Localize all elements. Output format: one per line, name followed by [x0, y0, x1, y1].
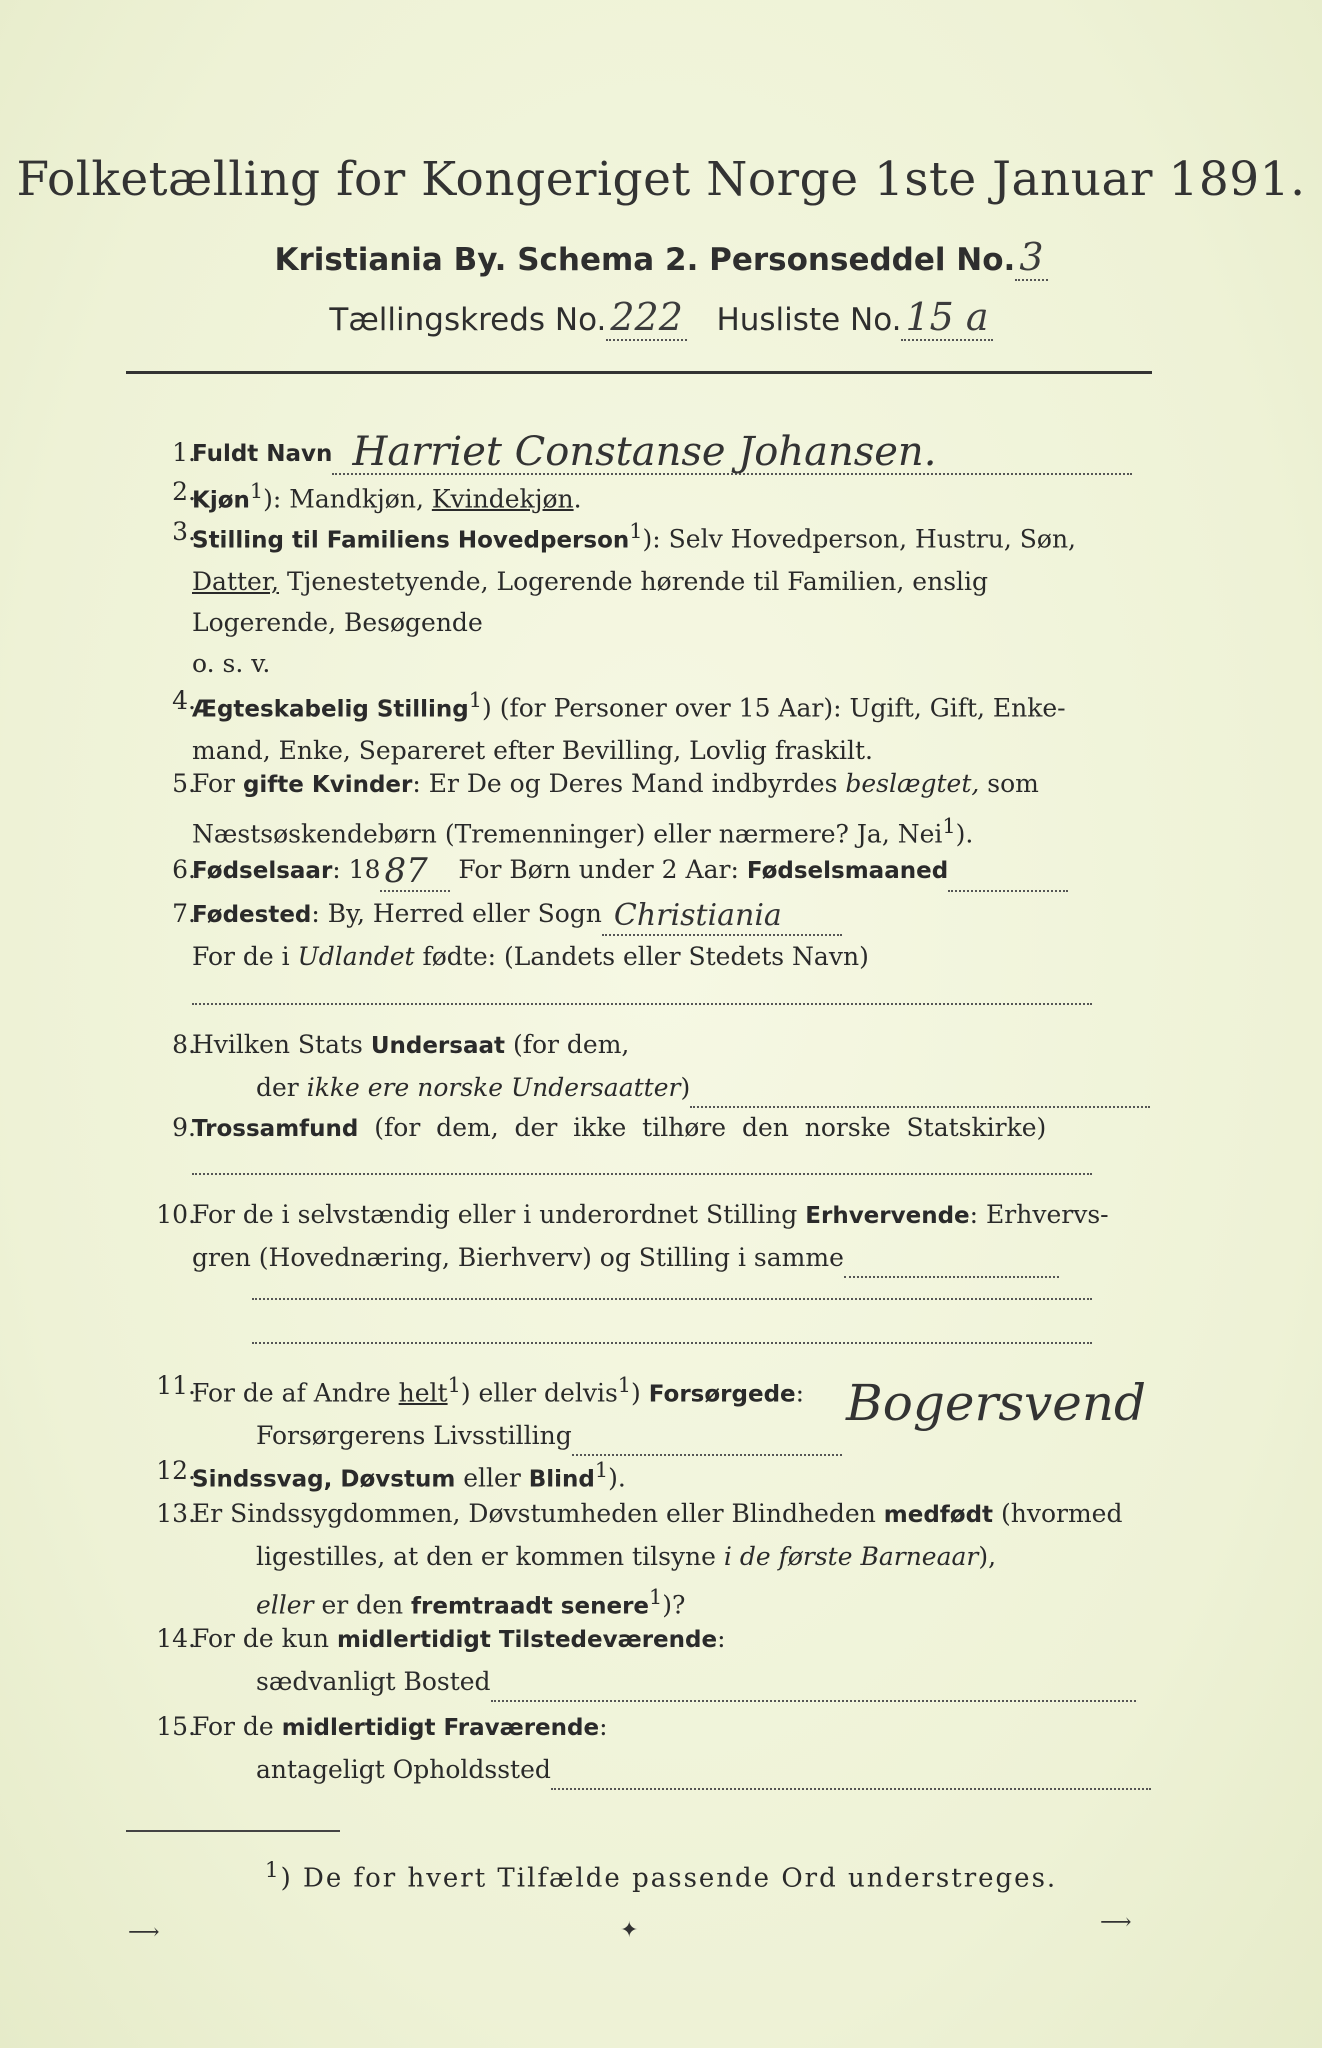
- field-text: ): Selv Hovedperson, Hustru, Søn,: [642, 524, 1076, 554]
- field-text: ): Mandkjøn,: [263, 484, 432, 514]
- field-label: fremtraadt senere: [411, 1593, 650, 1620]
- item-number: 13.: [156, 1499, 196, 1528]
- husliste-number: 15 a: [905, 295, 989, 339]
- field-label: medfødt: [883, 1502, 994, 1528]
- field-text: For de i selvstændig eller i underordnet Stilling: [192, 1200, 806, 1229]
- field-label: Fuldt Navn: [192, 441, 333, 467]
- footnote-ref: 1: [649, 1585, 663, 1609]
- field-text: som: [979, 769, 1039, 798]
- field-text: ): [631, 1378, 649, 1408]
- birth-month-field: [948, 860, 1068, 892]
- field-text: fødte: (Landets eller Stedets Navn): [414, 942, 869, 971]
- probable-residence-field: [551, 1758, 1151, 1790]
- field-text: Logerende, Besøgende: [192, 608, 483, 638]
- footnote-ref: 1: [594, 1458, 609, 1482]
- field-text: sædvanligt Bosted: [256, 1667, 491, 1696]
- field-text: der: [256, 1073, 307, 1102]
- field-text: Er Sindssygdommen, Døvstumheden eller Blindheden: [192, 1499, 884, 1528]
- field-text: Næstsøskendebørn (Tremenninger) eller nærmere? Ja, Nei: [192, 819, 943, 849]
- footnote: [0, 1858, 1322, 1894]
- margin-mark: ⟶: [1100, 1910, 1132, 1935]
- item-14-temporary-present: [126, 1618, 1156, 1708]
- provider-occupation-value: Bogersvend: [846, 1374, 1147, 1432]
- field-text: .: [573, 484, 582, 514]
- form-title: Folketælling for Kongeriget Norge 1ste Januar 1891.: [16, 152, 1306, 207]
- item-number: 2.: [172, 477, 196, 506]
- item-13-congenital: [126, 1493, 1156, 1623]
- field-label: Fødested: [192, 902, 312, 928]
- field-text: ligestilles, at den er kommen tilsyne: [256, 1542, 724, 1571]
- footnote-text: ) De for hvert Tilfælde passende Ord understreges.: [280, 1863, 1058, 1894]
- field-label: Erhvervende: [805, 1203, 970, 1229]
- field-text: ).: [955, 819, 974, 849]
- taellingskreds-label: Tællingskreds No.: [329, 302, 607, 338]
- item-11-dependents: [126, 1365, 1156, 1455]
- field-label: Kjøn: [192, 487, 250, 514]
- item-number: 14.: [156, 1624, 196, 1653]
- field-text: mand, Enke, Separeret efter Bevilling, Lovlig fraskilt.: [192, 736, 873, 766]
- husliste-field: [901, 295, 992, 341]
- item-number: 3.: [172, 517, 196, 546]
- field-label: Blind: [528, 1466, 595, 1493]
- field-label: midlertidigt Tilstedeværende: [336, 1627, 718, 1653]
- item-number: 5.: [172, 769, 196, 798]
- field-text: For de kun: [192, 1624, 337, 1653]
- personseddel-number-field: [1015, 235, 1047, 281]
- field-text: ) (for Personer over 15 Aar): Ugift, Gift, Enke-: [482, 693, 1066, 723]
- field-text: For de i: [192, 942, 298, 971]
- field-text: For de: [192, 1712, 282, 1741]
- item-3-household-position: [126, 511, 1156, 679]
- underlined-option: Datter,: [192, 567, 279, 597]
- field-text: eller: [455, 1463, 529, 1493]
- occupation-line-3: [252, 1342, 1092, 1344]
- item-10-occupation: [126, 1194, 1156, 1344]
- footnote-rule: [126, 1830, 340, 1832]
- field-label: Fødselsaar: [192, 858, 333, 884]
- field-text: (for dem, der ikke tilhøre den norske Statskirke): [358, 1113, 1047, 1142]
- field-label: Sindssvag, Døvstum: [192, 1466, 456, 1493]
- personseddel-number: 3: [1019, 235, 1044, 279]
- occupation-line-2: [252, 1298, 1092, 1300]
- schema-line: Kristiania By. Schema 2. Personseddel No.: [274, 242, 1016, 278]
- field-label: midlertidigt Fraværende: [281, 1715, 600, 1741]
- footnote-ref: 1: [468, 688, 483, 712]
- item-number: 9.: [172, 1113, 196, 1142]
- occupation-field: [844, 1246, 1059, 1278]
- footnote-ref: 1: [249, 479, 264, 503]
- field-text: (for dem,: [505, 1030, 630, 1059]
- field-label: Stilling til Familiens Hovedperson: [192, 527, 630, 554]
- item-number: 8.: [172, 1030, 196, 1059]
- field-text: Forsørgerens Livsstilling: [256, 1421, 572, 1451]
- taellingskreds-number: 222: [610, 295, 683, 339]
- item-number: 15.: [156, 1712, 196, 1741]
- full-name-value: Harriet Constanse Johansen.: [352, 429, 937, 475]
- field-text: : 18: [332, 855, 381, 884]
- religion-line: [192, 1173, 1092, 1175]
- item-number: 6.: [172, 855, 196, 884]
- field-label: Undersaat: [370, 1033, 505, 1059]
- field-text-italic: eller: [256, 1590, 314, 1620]
- full-name-field: [332, 429, 1132, 475]
- footnote-marker: 1: [264, 1858, 281, 1883]
- footnote-ref: 1: [942, 814, 956, 838]
- field-text: ) eller delvis: [460, 1378, 618, 1408]
- field-text: For: [192, 769, 243, 798]
- field-text-italic: i de første Barneaar: [723, 1542, 979, 1571]
- item-number: 12.: [156, 1456, 196, 1485]
- item-number: 11.: [156, 1371, 196, 1400]
- field-label: gifte Kvinder: [242, 772, 413, 798]
- underlined-option: helt: [398, 1378, 448, 1408]
- field-text: For Børn under 2 Aar:: [450, 855, 747, 884]
- birth-year-value: 87: [384, 851, 428, 891]
- underlined-option: Kvindekjøn: [431, 484, 574, 514]
- item-4-marital-status: [126, 680, 1156, 770]
- header-rule: [126, 371, 1152, 374]
- taellingskreds-field: [606, 295, 687, 341]
- footnote-ref: 1: [629, 519, 643, 543]
- field-text: :: [717, 1624, 726, 1653]
- field-text: antageligt Opholdssted: [256, 1755, 551, 1784]
- item-number: 4.: [172, 686, 196, 715]
- field-text-italic: beslægtet,: [845, 769, 980, 798]
- field-text: Tjenestetyende, Logerende hørende til Familien, enslig: [279, 567, 989, 597]
- husliste-label: Husliste No.: [716, 302, 902, 338]
- district-line: [0, 295, 1322, 341]
- field-text: gren (Hovednæring, Bierhverv) og Stilling i samme: [192, 1243, 844, 1272]
- field-text-italic: ikke ere norske Undersaatter: [306, 1073, 681, 1102]
- field-label: Forsørgede: [648, 1381, 796, 1408]
- field-label: Ægteskabelig Stilling: [192, 696, 469, 723]
- field-text: For de af Andre: [192, 1378, 399, 1408]
- item-5-married-women: [126, 763, 1156, 853]
- citizenship-field: [690, 1076, 1150, 1108]
- field-text: : By, Herred eller Sogn: [311, 899, 602, 928]
- field-text: ),: [978, 1542, 997, 1571]
- field-text: ).: [608, 1463, 626, 1493]
- birthplace-value: Christiania: [613, 898, 782, 933]
- field-label: Trossamfund: [192, 1116, 359, 1142]
- item-9-religion: [126, 1107, 1156, 1187]
- foreign-birthplace-line: [192, 1003, 1092, 1005]
- margin-mark: ⟶: [128, 1920, 160, 1945]
- field-text: )?: [662, 1590, 686, 1620]
- item-8-citizenship: [126, 1024, 1156, 1114]
- field-text: ): [680, 1073, 691, 1102]
- field-text: :: [795, 1378, 805, 1408]
- item-7-birthplace: [126, 893, 1156, 1033]
- field-text: : Erhvervs-: [969, 1200, 1109, 1229]
- field-text: er den: [313, 1590, 412, 1620]
- birthplace-field: [602, 898, 842, 936]
- item-15-temporary-absent: [126, 1706, 1156, 1796]
- field-label: Fødselsmaaned: [746, 858, 949, 884]
- birth-year-field: [380, 851, 450, 892]
- footnote-ref: 1: [617, 1373, 632, 1397]
- usual-residence-field: [491, 1670, 1136, 1702]
- field-text: :: [599, 1712, 608, 1741]
- item-number: 10.: [156, 1200, 196, 1229]
- item-number: 7.: [172, 899, 196, 928]
- field-text: (hvormed: [993, 1499, 1123, 1528]
- footnote-ref: 1: [447, 1373, 461, 1397]
- field-text: : Er De og Deres Mand indbyrdes: [412, 769, 846, 798]
- field-text: o. s. v.: [192, 649, 271, 679]
- margin-mark: ✦: [620, 1918, 639, 1943]
- field-text-italic: Udlandet: [297, 942, 415, 971]
- form-subheader: [0, 235, 1322, 281]
- item-number: 1.: [172, 438, 196, 467]
- field-text: Hvilken Stats: [192, 1030, 371, 1059]
